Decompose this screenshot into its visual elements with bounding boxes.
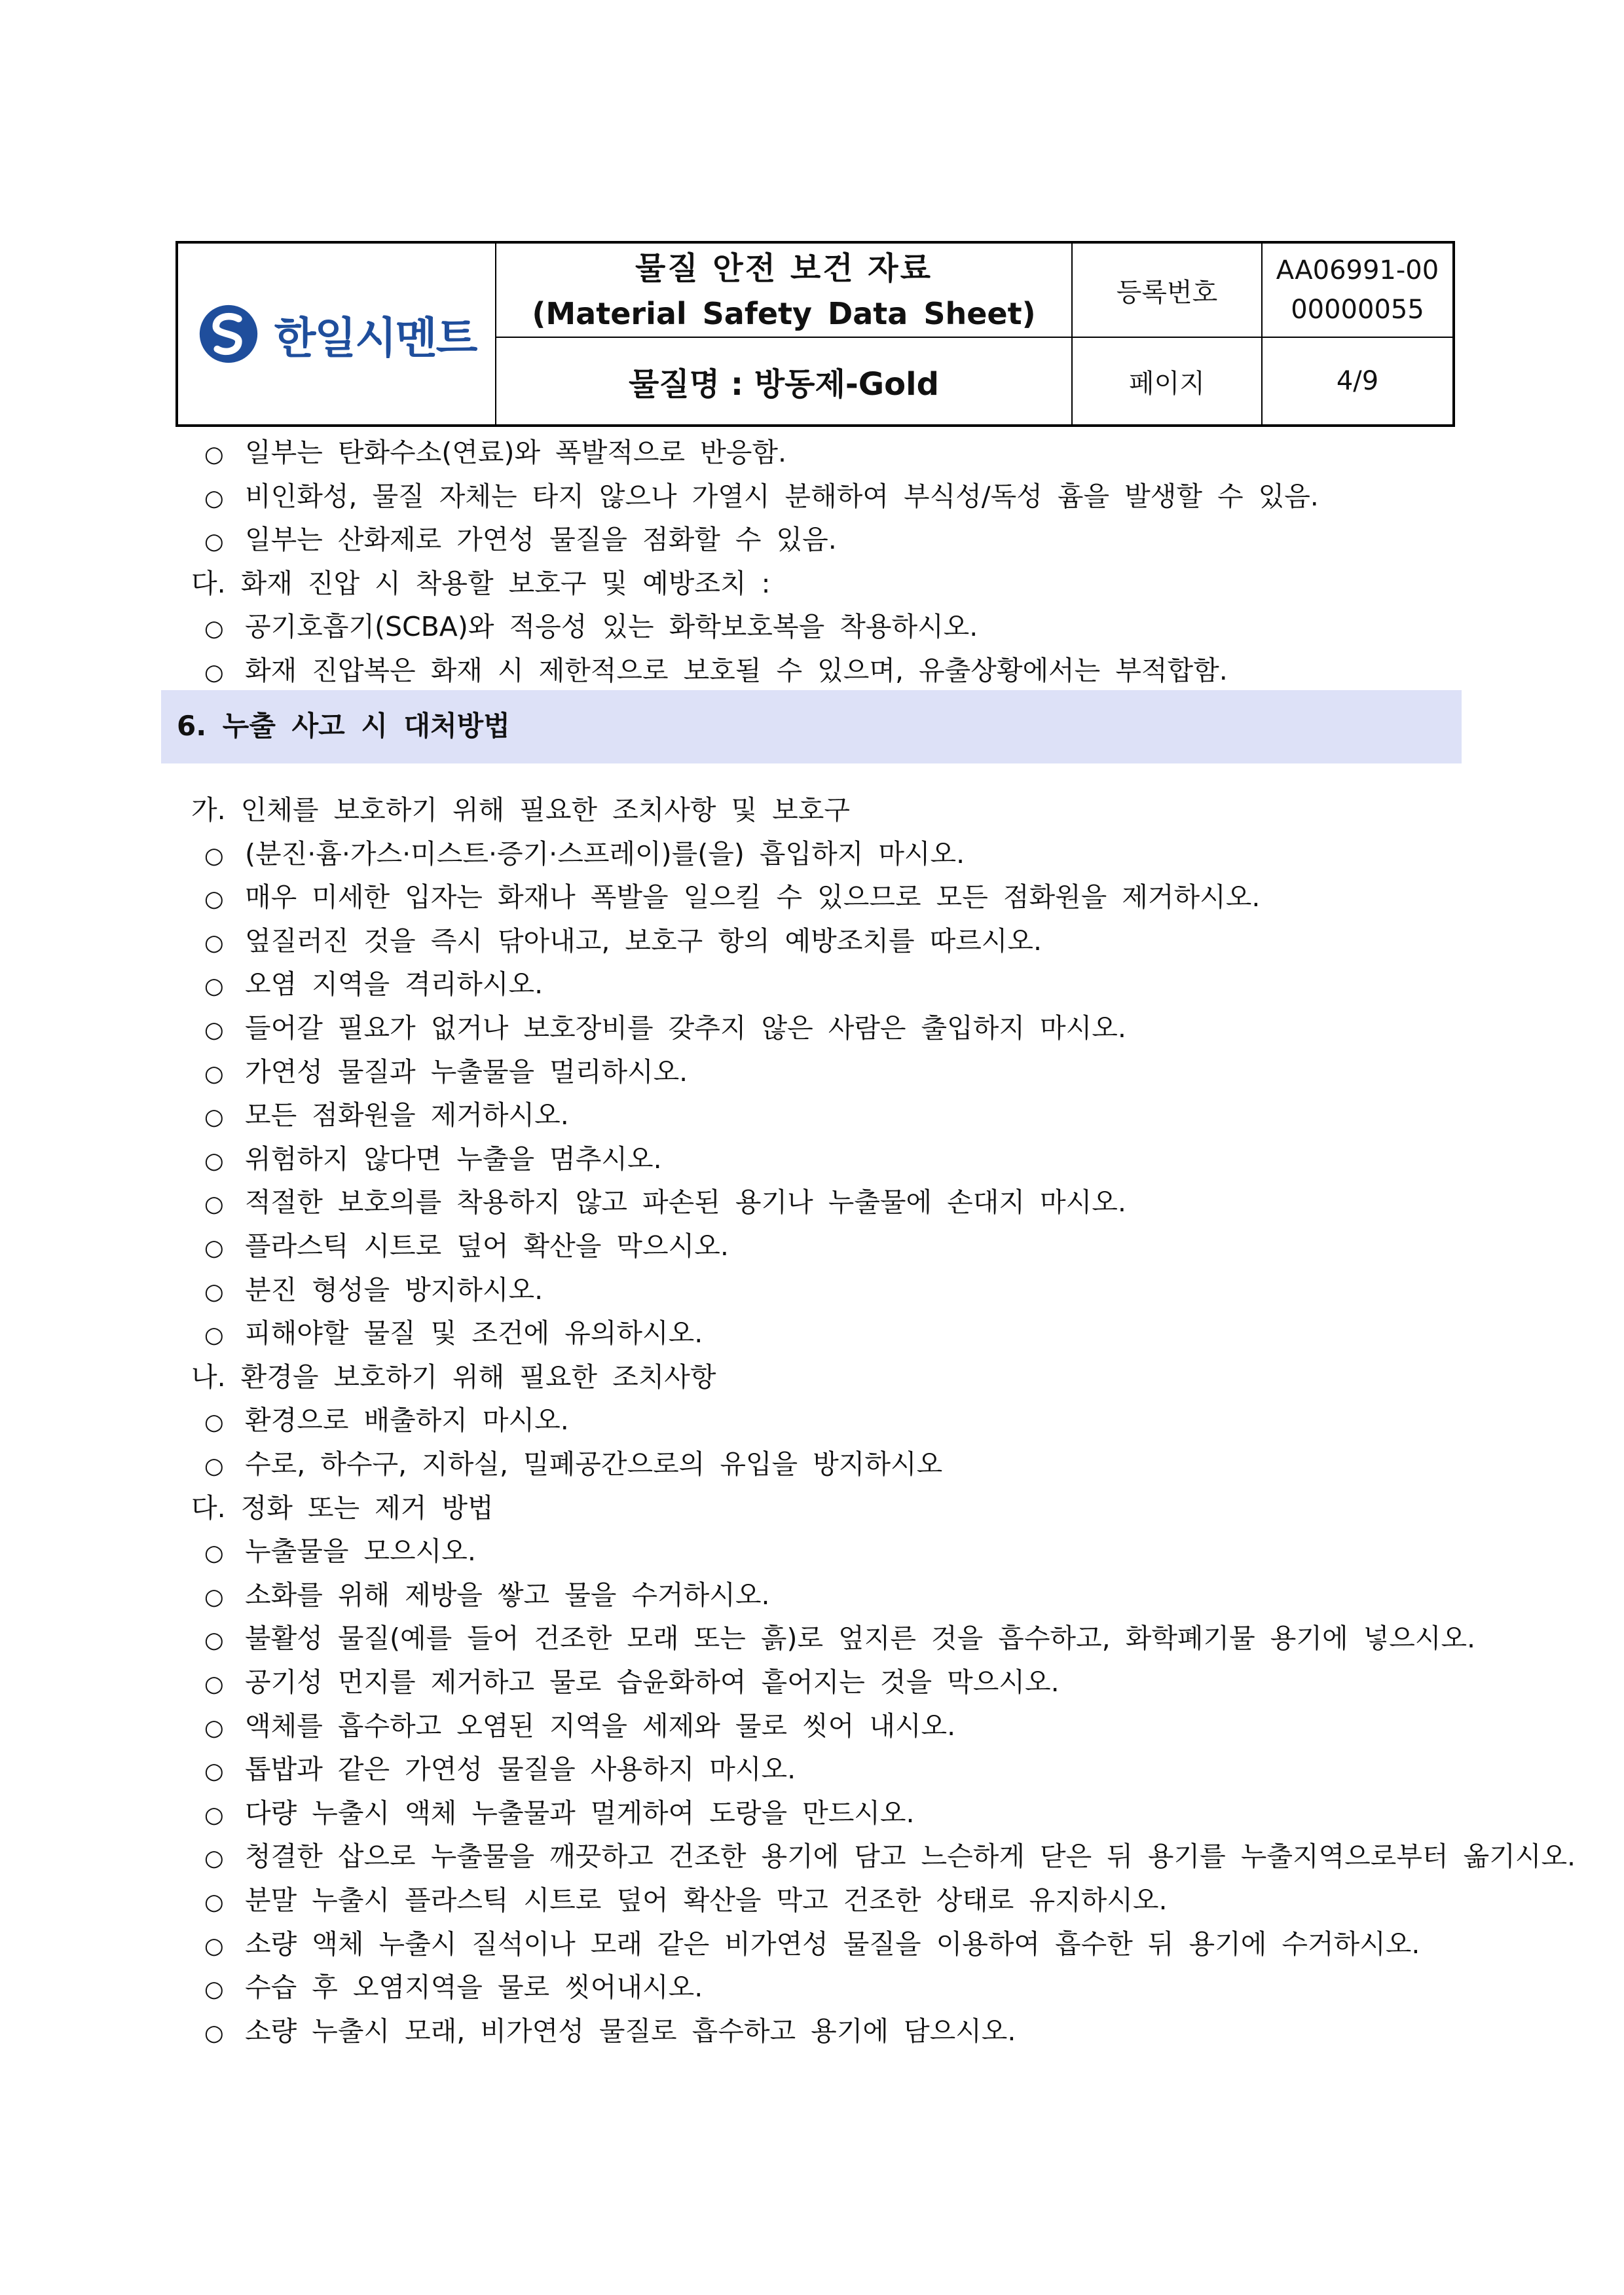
company-name: 한일시멘트 <box>274 312 477 363</box>
list-item <box>204 433 786 473</box>
list-item <box>204 1183 1126 1223</box>
registration-number-line2: 00000055 <box>1291 295 1424 325</box>
list-item <box>204 1881 1168 1921</box>
bullet-icon: ○ <box>204 1017 224 1043</box>
list-item <box>204 1968 703 2008</box>
bullet-text: 들어갈 필요가 없거나 보호장비를 갖추지 않은 사람은 출입하지 마시오. <box>245 1012 1126 1044</box>
bullet-icon: ○ <box>204 528 224 555</box>
bullet-icon: ○ <box>204 1322 224 1349</box>
bullet-text: 적절한 보호의를 착용하지 않고 파손된 용기나 누출물에 손대지 마시오. <box>245 1186 1126 1219</box>
bullet-text: 모든 점화원을 제거하시오. <box>245 1099 569 1131</box>
bullet-icon: ○ <box>204 1976 224 2003</box>
list-item <box>204 1009 1126 1049</box>
list-item <box>204 1707 955 1747</box>
bullet-text: 엎질러진 것을 즉시 닦아내고, 보호구 항의 예방조치를 따르시오. <box>245 925 1043 957</box>
bullet-icon: ○ <box>204 615 224 642</box>
list-item <box>204 1619 1475 1659</box>
bullet-icon: ○ <box>204 1889 224 1915</box>
bullet-text: (분진·흄·가스·미스트·증기·스프레이)를(을) 흡입하지 마시오. <box>245 837 965 870</box>
bullet-text: 액체를 흡수하고 오염된 지역을 세제와 물로 씻어 내시오. <box>245 1710 956 1742</box>
section-6-title: 6. 누출 사고 시 대처방법 <box>177 710 510 742</box>
bullet-icon: ○ <box>204 441 224 468</box>
list-item <box>204 477 1319 517</box>
bullet-icon: ○ <box>204 1627 224 1654</box>
list-item <box>204 1750 796 1790</box>
bullet-text: 오염 지역을 격리하시오. <box>245 968 544 1001</box>
bullet-icon: ○ <box>204 886 224 913</box>
bullet-text: 소화를 위해 제방을 쌓고 물을 수거하시오. <box>245 1579 770 1611</box>
bullet-icon: ○ <box>204 485 224 511</box>
bullet-icon: ○ <box>204 973 224 1000</box>
list-item <box>204 1837 1576 1877</box>
bullet-icon: ○ <box>204 1801 224 1828</box>
bullet-text: 매우 미세한 입자는 화재나 폭발을 일으킬 수 있으므로 모든 점화원을 제거하시오. <box>245 881 1261 913</box>
bullet-text: 비인화성, 물질 자체는 타지 않으나 가열시 분해하여 부식성/독성 흄을 발생할 수 있음. <box>245 480 1319 512</box>
bullet-text: 가연성 물질과 누출물을 멀리하시오. <box>245 1056 688 1088</box>
list-item <box>204 1532 476 1572</box>
bullet-text: 플라스틱 시트로 덮어 확산을 막으시오. <box>245 1230 729 1262</box>
bullet-icon: ○ <box>204 659 224 686</box>
bullet-icon: ○ <box>204 1147 224 1174</box>
bullet-icon: ○ <box>204 842 224 869</box>
subheading-environmental-protection: 나. 환경을 보호하기 위해 필요한 조치사항 <box>191 1361 716 1393</box>
product-name: 물질명 : 방동제-Gold <box>629 365 939 403</box>
list-item <box>204 652 1228 691</box>
list-item <box>204 1096 569 1136</box>
bullet-text: 수로, 하수구, 지하실, 밀폐공간으로의 유입을 방지하시오 <box>245 1448 943 1480</box>
subheading-personal-protection: 가. 인체를 보호하기 위해 필요한 조치사항 및 보호구 <box>191 794 850 826</box>
list-item <box>204 1314 703 1354</box>
bullet-text: 청결한 삽으로 누출물을 깨끗하고 건조한 용기에 담고 느슨하게 닫은 뒤 용기를 누출지역으로부터 옮기시오. <box>245 1841 1576 1873</box>
bullet-icon: ○ <box>204 1583 224 1610</box>
bullet-text: 수습 후 오염지역을 물로 씻어내시오. <box>245 1972 703 2004</box>
bullet-text: 일부는 산화제로 가연성 물질을 점화할 수 있음. <box>245 524 837 556</box>
list-item <box>204 1271 543 1311</box>
bullet-text: 다량 누출시 액체 누출물과 멀게하여 도랑을 만드시오. <box>245 1797 915 1829</box>
list-item <box>204 2012 1016 2052</box>
list-item <box>204 1227 729 1267</box>
bullet-text: 누출물을 모으시오. <box>245 1535 476 1568</box>
msds-header-table <box>175 241 1455 427</box>
title-korean: 물질 안전 보건 자료 <box>635 250 933 287</box>
list-item <box>204 878 1260 918</box>
bullet-icon: ○ <box>204 1235 224 1261</box>
list-item <box>204 922 1042 962</box>
list-item <box>204 1140 662 1180</box>
list-item <box>204 1925 1420 1965</box>
bullet-icon: ○ <box>204 1453 224 1479</box>
bullet-icon: ○ <box>204 2019 224 2046</box>
list-item <box>204 835 965 875</box>
bullet-icon: ○ <box>204 1104 224 1131</box>
bullet-text: 소량 누출시 모래, 비가연성 물질로 흡수하고 용기에 담으시오. <box>245 2015 1016 2047</box>
list-item <box>204 1053 688 1093</box>
bullet-text: 공기호흡기(SCBA)와 적응성 있는 화학보호복을 착용하시오. <box>245 611 978 643</box>
page-label: 페이지 <box>1129 368 1205 399</box>
bullet-text: 환경으로 배출하지 마시오. <box>245 1405 569 1437</box>
bullet-text: 톱밥과 같은 가연성 물질을 사용하지 마시오. <box>245 1753 796 1786</box>
page-number: 4/9 <box>1336 366 1379 396</box>
list-item <box>204 1445 942 1485</box>
bullet-text: 일부는 탄화수소(연료)와 폭발적으로 반응함. <box>245 437 787 468</box>
bullet-icon: ○ <box>204 1278 224 1305</box>
value-column <box>1263 244 1452 424</box>
company-logo <box>197 303 477 365</box>
title-english: (Material Safety Data Sheet) <box>532 296 1036 331</box>
logo-cell <box>178 244 496 424</box>
list-item <box>204 1794 915 1834</box>
registration-number <box>1263 244 1452 338</box>
bullet-icon: ○ <box>204 1714 224 1741</box>
label-column <box>1073 244 1263 424</box>
company-logo-icon <box>197 303 260 365</box>
bullet-text: 화재 진압복은 화재 시 제한적으로 보호될 수 있으며, 유출상황에서는 부적합함. <box>245 655 1228 686</box>
bullet-icon: ○ <box>204 1758 224 1785</box>
bullet-text: 피해야할 물질 및 조건에 유의하시오. <box>245 1317 703 1349</box>
bullet-text: 분진 형성을 방지하시오. <box>245 1274 544 1306</box>
bullet-icon: ○ <box>204 1191 224 1218</box>
bullet-text: 불활성 물질(예를 들어 건조한 모래 또는 흙)로 엎지른 것을 흡수하고, 화학폐기물 용기에 넣으시오. <box>245 1623 1476 1655</box>
bullet-text: 공기성 먼지를 제거하고 물로 습윤화하여 흩어지는 것을 막으시오. <box>245 1666 1060 1698</box>
bullet-icon: ○ <box>204 1845 224 1872</box>
document-title <box>496 244 1071 338</box>
bullet-text: 분말 누출시 플라스틱 시트로 덮어 확산을 막고 건조한 상태로 유지하시오. <box>245 1884 1168 1916</box>
bullet-icon: ○ <box>204 1671 224 1697</box>
bullet-text: 위험하지 않다면 누출을 멈추시오. <box>245 1143 662 1175</box>
bullet-icon: ○ <box>204 1409 224 1436</box>
bullet-icon: ○ <box>204 1060 224 1087</box>
bullet-icon: ○ <box>204 929 224 956</box>
list-item <box>204 521 837 560</box>
bullet-icon: ○ <box>204 1932 224 1959</box>
subheading-cleanup-methods: 다. 정화 또는 제거 방법 <box>191 1492 494 1524</box>
registration-label: 등록번호 <box>1073 244 1261 338</box>
title-cell <box>496 244 1073 424</box>
list-item <box>204 608 978 648</box>
registration-number-line1: AA06991-00 <box>1276 255 1439 285</box>
list-item <box>204 1576 770 1616</box>
subheading-fire-protection: 다. 화재 진압 시 착용할 보호구 및 예방조치 : <box>191 567 771 599</box>
bullet-text: 소량 액체 누출시 질석이나 모래 같은 비가연성 물질을 이용하여 흡수한 뒤 용기에 수거하시오. <box>245 1928 1420 1960</box>
list-item <box>204 1401 569 1441</box>
list-item <box>204 1663 1060 1703</box>
list-item <box>204 965 543 1005</box>
bullet-icon: ○ <box>204 1540 224 1567</box>
